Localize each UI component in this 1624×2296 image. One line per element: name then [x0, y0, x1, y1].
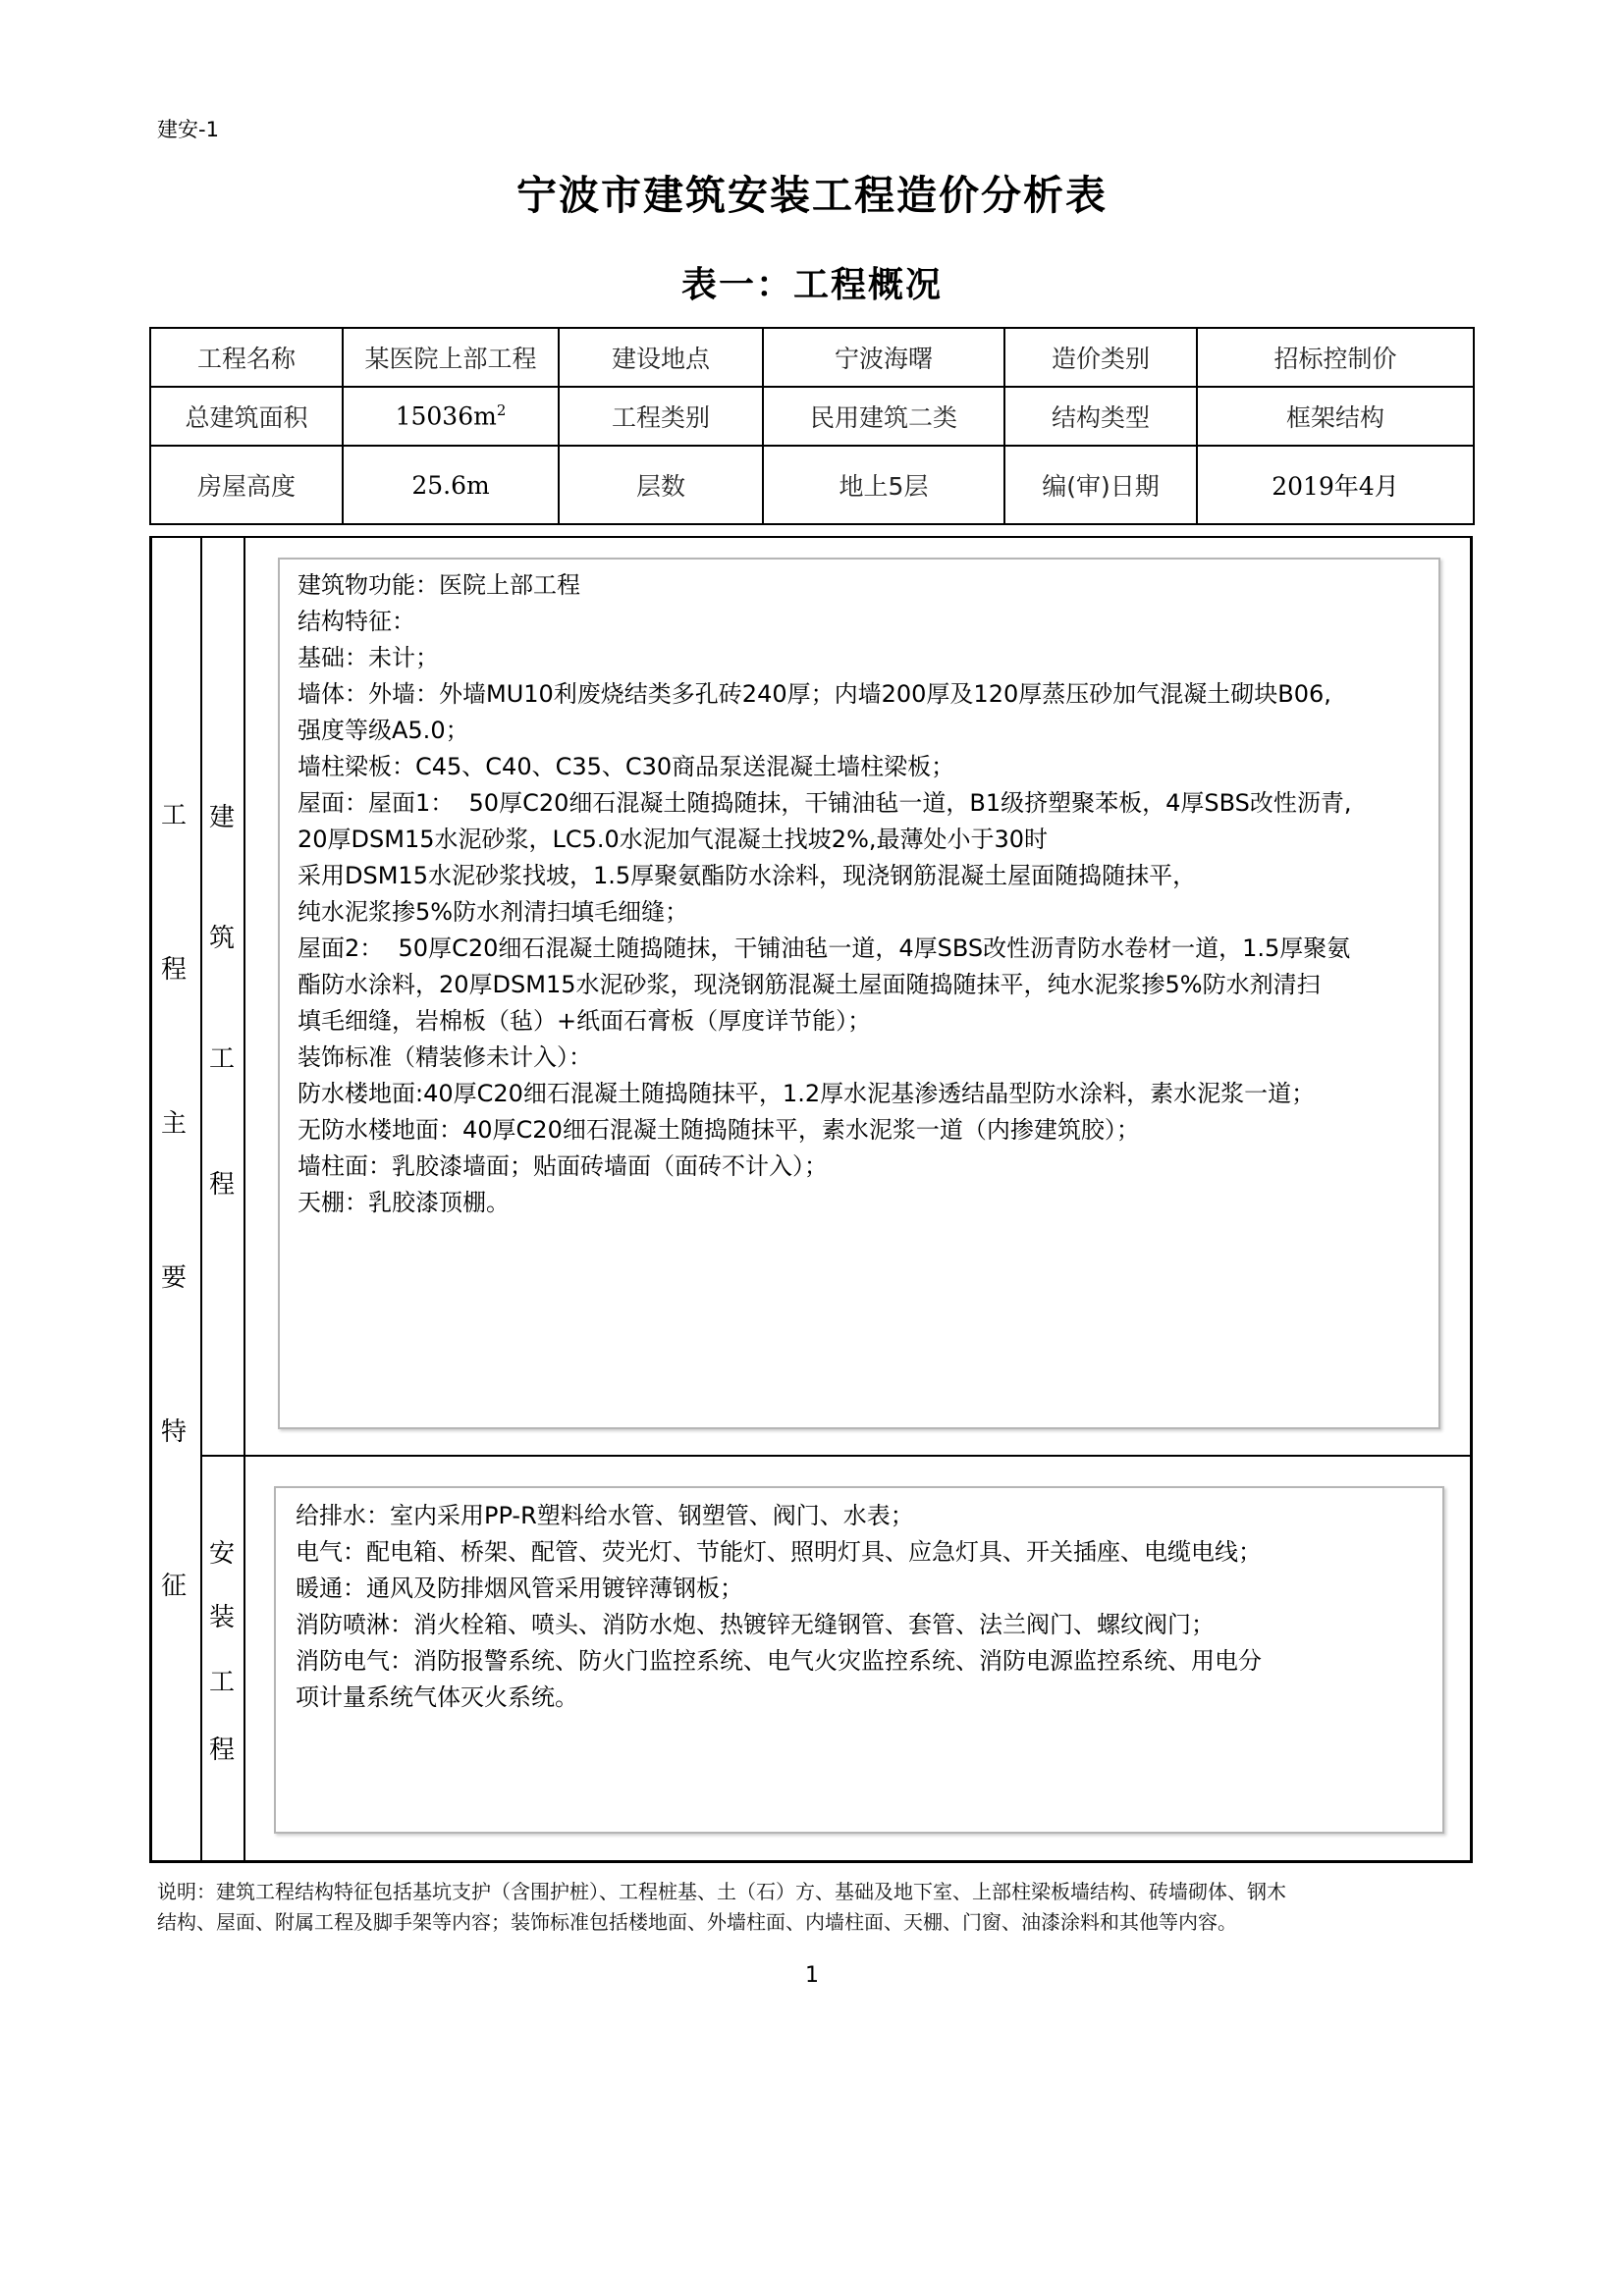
table-subtitle: 表一：工程概况: [680, 265, 943, 305]
install-feature-line: 项计量系统气体灭火系统。: [296, 1683, 578, 1711]
floors-value: 地上5层: [763, 446, 1004, 524]
cost-type-label: 造价类别: [1004, 328, 1197, 387]
main-label-char-3: 主: [160, 1109, 187, 1139]
civil-label-char-4: 程: [208, 1170, 235, 1200]
install-feature-line: 电气：配电箱、桥架、配管、荧光灯、节能灯、照明灯具、应急灯具、开关插座、电缆电线；: [296, 1538, 1262, 1566]
page-number: 1: [805, 1963, 819, 1988]
cost-type-value: 招标控制价: [1197, 328, 1474, 387]
structure-value: 框架结构: [1197, 387, 1474, 446]
location-value: 宁波海曙: [763, 328, 1004, 387]
civil-feature-line: 建筑物功能：医院上部工程: [298, 571, 580, 599]
civil-label-char-3: 工: [208, 1044, 235, 1074]
footnote-line: 结构、屋面、附属工程及脚手架等内容；装饰标准包括楼地面、外墙柱面、内墙柱面、天棚、门窗、油漆涂料和其他等内容。: [157, 1910, 1237, 1934]
header-row-1: [150, 328, 1474, 387]
document-code: 建安-1: [157, 118, 219, 141]
project-name-value: 某医院上部工程: [343, 328, 559, 387]
install-label-char-3: 工: [208, 1668, 235, 1697]
civil-feature-line: 屋面2： 50厚C20细石混凝土随捣随抹，干铺油毡一道，4厚SBS改性沥青防水卷材一道，1.5厚聚氨: [298, 934, 1351, 962]
install-feature-line: 消防电气：消防报警系统、防火门监控系统、电气火灾监控系统、消防电源监控系统、用电分: [296, 1647, 1262, 1675]
civil-feature-line: 无防水楼地面：40厚C20细石混凝土随捣随抹平，素水泥浆一道（内掺建筑胶）；: [298, 1116, 1140, 1144]
date-label: 编(审)日期: [1004, 446, 1197, 524]
floors-label: 层数: [559, 446, 763, 524]
civil-feature-line: 填毛细缝，岩棉板（毡）+纸面石膏板（厚度详节能）；: [298, 1007, 872, 1035]
footnote: [157, 1877, 1473, 1938]
project-type-label: 工程类别: [559, 387, 763, 446]
install-feature-line: 消防喷淋：消火栓箱、喷头、消防水炮、热镀锌无缝钢管、套管、法兰阀门、螺纹阀门；: [296, 1611, 1215, 1638]
civil-feature-line: 屋面：屋面1： 50厚C20细石混凝土随捣随抹，干铺油毡一道，B1级挤塑聚苯板，4厚SBS改性沥青,: [298, 789, 1352, 817]
install-label-char-2: 装: [208, 1603, 235, 1632]
project-type-value: 民用建筑二类: [763, 387, 1004, 446]
civil-features-text: [298, 567, 1436, 1221]
main-label-char-4: 要: [160, 1263, 187, 1293]
civil-feature-line: 墙柱面：乳胶漆墙面；贴面砖墙面（面砖不计入）；: [298, 1152, 828, 1180]
area-value: 15036m: [395, 401, 497, 431]
footnote-line: 说明：建筑工程结构特征包括基坑支护（含围护桩）、工程桩基、土（石）方、基础及地下室、上部柱梁板墙结构、砖墙砌体、钢木: [157, 1880, 1286, 1903]
header-row-3: [150, 446, 1474, 524]
install-features-text: [296, 1498, 1435, 1716]
civil-feature-line: 墙柱梁板：C45、C40、C35、C30商品泵送混凝土墙柱梁板；: [298, 753, 955, 780]
civil-feature-line: 基础：未计；: [298, 644, 439, 671]
civil-label-char-2: 筑: [208, 924, 235, 953]
date-value: 2019年4月: [1197, 446, 1474, 524]
civil-feature-line: 纯水泥浆掺5%防水剂清扫填毛细缝；: [298, 898, 689, 926]
main-label-char-2: 程: [160, 955, 187, 985]
project-name-label: 工程名称: [150, 328, 343, 387]
install-label-char-4: 程: [208, 1735, 235, 1765]
install-feature-line: 给排水：室内采用PP-R塑料给水管、钢塑管、阀门、水表；: [296, 1502, 914, 1529]
civil-feature-line: 强度等级A5.0；: [298, 717, 469, 744]
page-title: 宁波市建筑安装工程造价分析表: [516, 172, 1108, 219]
main-label-char-5: 特: [160, 1417, 187, 1447]
separator-sub-label: [244, 536, 245, 1863]
height-value: 25.6m: [343, 446, 559, 524]
civil-feature-line: 防水楼地面:40厚C20细石混凝土随捣随抹平，1.2厚水泥基渗透结晶型防水涂料，素水泥浆一道；: [298, 1080, 1316, 1107]
overview-header-table: [149, 327, 1475, 525]
main-label-char-6: 征: [160, 1572, 187, 1601]
area-value-cell: [343, 387, 559, 446]
height-label: 房屋高度: [150, 446, 343, 524]
separator-civil-install: [200, 1455, 1473, 1457]
civil-feature-line: 采用DSM15水泥砂浆找坡，1.5厚聚氨酯防水涂料，现浇钢筋混凝土屋面随捣随抹平，: [298, 862, 1197, 889]
install-label-char-1: 安: [208, 1539, 235, 1569]
structure-label: 结构类型: [1004, 387, 1197, 446]
civil-feature-line: 墙体：外墙：外墙MU10利废烧结类多孔砖240厚；内墙200厚及120厚蒸压砂加气混凝土砌块B06,: [298, 680, 1331, 708]
civil-feature-line: 装饰标准（精装修未计入）：: [298, 1043, 592, 1071]
area-label: 总建筑面积: [150, 387, 343, 446]
install-feature-line: 暖通：通风及防排烟风管采用镀锌薄钢板；: [296, 1575, 743, 1602]
civil-feature-line: 结构特征：: [298, 608, 415, 635]
civil-label-char-1: 建: [208, 803, 235, 832]
main-label-char-1: 工: [160, 801, 187, 830]
area-unit-superscript: 2: [496, 401, 507, 420]
civil-feature-line: 天棚：乳胶漆顶棚。: [298, 1189, 510, 1216]
civil-feature-line: 酯防水涂料，20厚DSM15水泥砂浆，现浇钢筋混凝土屋面随捣随抹平，纯水泥浆掺5%防水剂清扫: [298, 971, 1321, 998]
civil-feature-line: 20厚DSM15水泥砂浆，LC5.0水泥加气混凝土找坡2%,最薄处小于30时: [298, 826, 1049, 853]
header-row-2: [150, 387, 1474, 446]
location-label: 建设地点: [559, 328, 763, 387]
separator-main-label: [200, 536, 202, 1863]
